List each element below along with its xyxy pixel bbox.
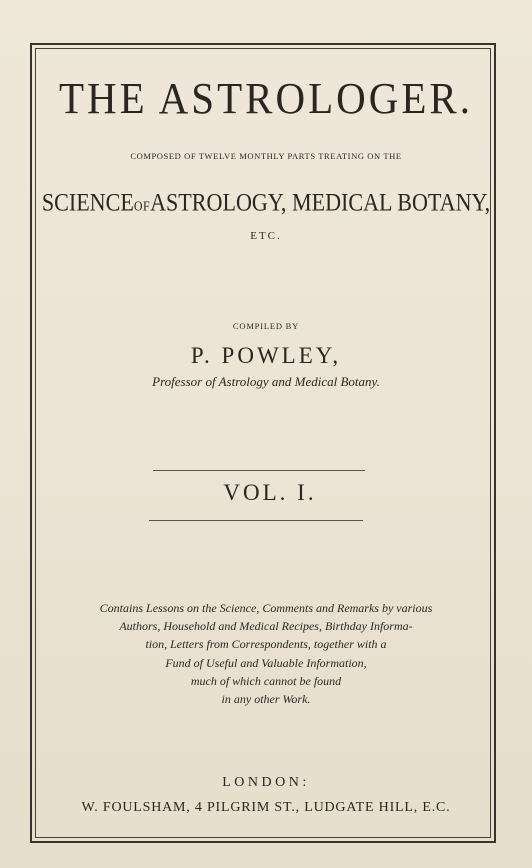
- description-line: tion, Letters from Correspondents, together with a: [145, 637, 387, 652]
- author-name: P. POWLEY,: [190, 343, 342, 368]
- compiled-by-label: COMPILED BY: [232, 321, 300, 331]
- subject-of: OF: [133, 197, 151, 214]
- author-title: Professor of Astrology and Medical Botany.: [152, 374, 380, 389]
- description-line: much of which cannot be found: [190, 673, 342, 688]
- description-line: Contains Lessons on the Science, Comments and Remarks by various: [99, 601, 433, 615]
- description-line: in any other Work.: [221, 692, 311, 707]
- volume-rule-top: [153, 470, 365, 471]
- subject-line: [21, 189, 510, 217]
- description-line: Fund of Useful and Valuable Information,: [165, 655, 367, 670]
- subject-part-science: SCIENCE: [41, 189, 134, 217]
- volume-rule-bottom: [149, 520, 363, 521]
- imprint-place: LONDON:: [222, 775, 310, 790]
- book-title: THE ASTROLOGER.: [59, 73, 473, 123]
- volume-label: VOL. I.: [223, 480, 317, 505]
- imprint-publisher: W. FOULSHAM, 4 PILGRIM ST., LUDGATE HILL, E.C.: [81, 800, 451, 815]
- etc-label: ETC.: [250, 230, 282, 242]
- subject-part-astrology: ASTROLOGY, MEDICAL BOTANY,: [150, 189, 491, 217]
- description-line: Authors, Household and Medical Recipes, Birthday Informa-: [119, 619, 413, 634]
- contents-description: [0, 599, 532, 708]
- subtitle-intro: COMPOSED OF TWELVE MONTHLY PARTS TREATING ON THE: [130, 151, 402, 161]
- inner-border-frame: [35, 48, 491, 838]
